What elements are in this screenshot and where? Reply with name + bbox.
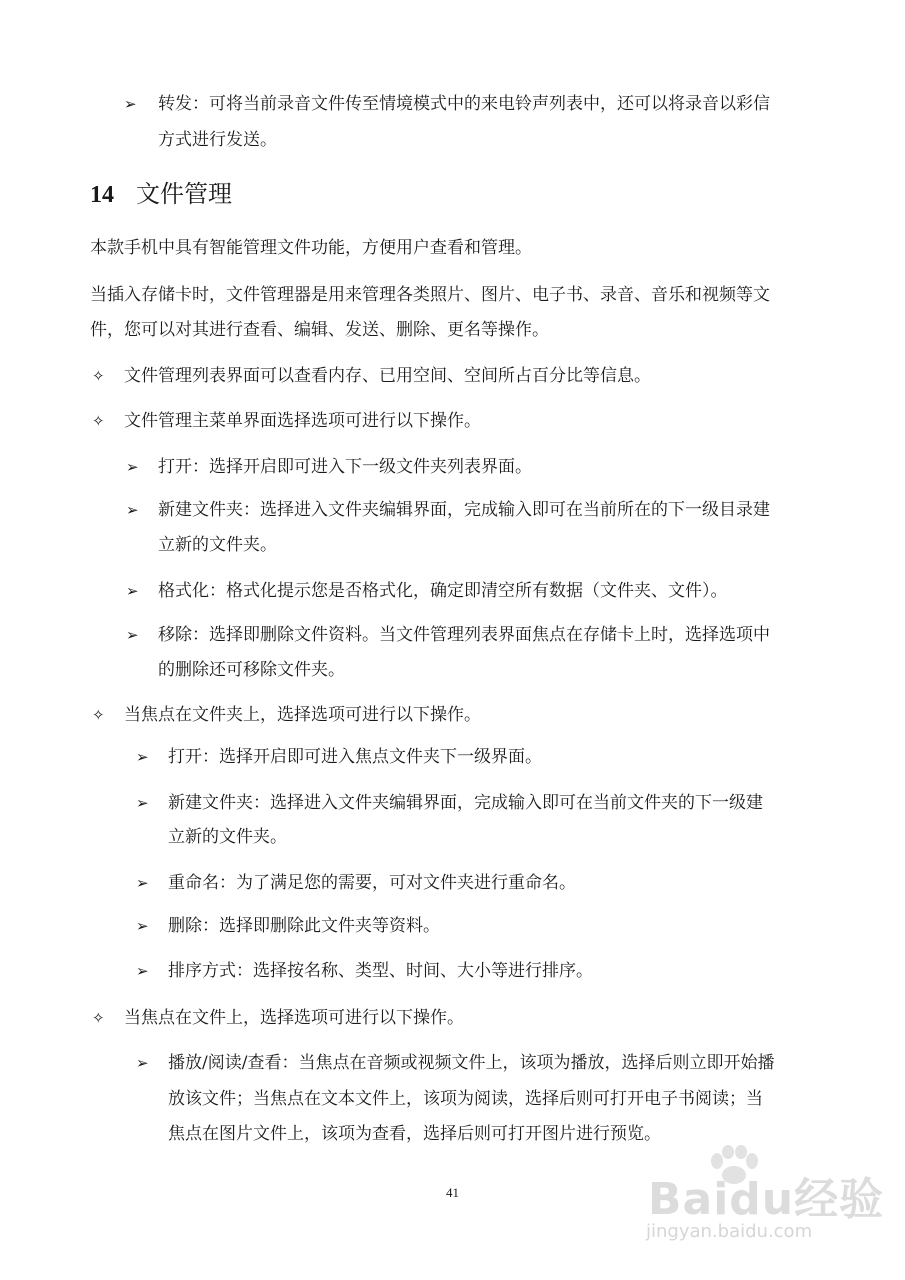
page-number: 41 bbox=[446, 1185, 459, 1200]
file-op-play-read-view-cont2: 焦点在图片文件上，该项为查看，选择后则可打开图片进行预览。 bbox=[168, 1124, 661, 1144]
baidu-watermark bbox=[640, 1145, 890, 1255]
diamond-bullet-icon: ✧ bbox=[92, 1009, 105, 1027]
folder-op-open: 打开：选择开启即可进入焦点文件夹下一级界面。 bbox=[168, 747, 542, 767]
arrow-bullet-icon: ➢ bbox=[126, 501, 139, 519]
list-item-file-ops: 当焦点在文件上，选择选项可进行以下操作。 bbox=[124, 1008, 464, 1028]
diamond-bullet-icon: ✧ bbox=[92, 412, 105, 430]
paragraph-storage-cont: 件，您可以对其进行查看、编辑、发送、删除、更名等操作。 bbox=[90, 320, 549, 340]
section-number: 14 bbox=[90, 182, 114, 208]
menu-op-remove: 移除：选择即删除文件资料。当文件管理列表界面焦点在存储卡上时，选择选项中 bbox=[158, 625, 770, 645]
watermark-url: jingyan.baidu.com bbox=[646, 1221, 813, 1242]
folder-op-new-folder: 新建文件夹：选择进入文件夹编辑界面，完成输入即可在当前文件夹的下一级建 bbox=[168, 793, 763, 813]
arrow-bullet-icon: ➢ bbox=[136, 748, 149, 766]
file-op-play-read-view: 播放/阅读/查看：当焦点在音频或视频文件上，该项为播放，选择后则立即开始播 bbox=[168, 1053, 775, 1073]
folder-op-new-folder-cont: 立新的文件夹。 bbox=[168, 827, 287, 847]
folder-op-rename: 重命名：为了满足您的需要，可对文件夹进行重命名。 bbox=[168, 873, 576, 893]
arrow-bullet-icon: ➢ bbox=[126, 458, 139, 476]
arrow-bullet-icon: ➢ bbox=[124, 95, 137, 113]
paragraph-storage: 当插入存储卡时，文件管理器是用来管理各类照片、图片、电子书、录音、音乐和视频等文 bbox=[90, 285, 770, 305]
arrow-bullet-icon: ➢ bbox=[136, 962, 149, 980]
intro-item-text: 转发：可将当前录音文件传至情境模式中的来电铃声列表中，还可以将录音以彩信 bbox=[158, 94, 770, 114]
intro-item-text-cont: 方式进行发送。 bbox=[158, 130, 277, 150]
section-title: 文件管理 bbox=[136, 180, 232, 208]
watermark-brand: Baidu经验 bbox=[648, 1174, 885, 1225]
list-item-folder-ops: 当焦点在文件夹上，选择选项可进行以下操作。 bbox=[124, 705, 481, 725]
diamond-bullet-icon: ✧ bbox=[92, 367, 105, 385]
arrow-bullet-icon: ➢ bbox=[126, 582, 139, 600]
arrow-bullet-icon: ➢ bbox=[136, 874, 149, 892]
menu-op-new-folder-cont: 立新的文件夹。 bbox=[158, 535, 277, 555]
file-op-play-read-view-cont1: 放该文件；当焦点在文本文件上，该项为阅读，选择后则可打开电子书阅读；当 bbox=[168, 1089, 763, 1109]
arrow-bullet-icon: ➢ bbox=[136, 917, 149, 935]
arrow-bullet-icon: ➢ bbox=[126, 626, 139, 644]
paragraph-intro: 本款手机中具有智能管理文件功能，方便用户查看和管理。 bbox=[90, 238, 532, 258]
list-item-info: 文件管理列表界面可以查看内存、已用空间、空间所占百分比等信息。 bbox=[124, 366, 651, 386]
menu-op-new-folder: 新建文件夹：选择进入文件夹编辑界面，完成输入即可在当前所在的下一级目录建 bbox=[158, 500, 770, 520]
folder-op-sort: 排序方式：选择按名称、类型、时间、大小等进行排序。 bbox=[168, 961, 593, 981]
diamond-bullet-icon: ✧ bbox=[92, 706, 105, 724]
section-heading bbox=[90, 178, 232, 211]
menu-op-remove-cont: 的删除还可移除文件夹。 bbox=[158, 660, 345, 680]
menu-op-open: 打开：选择开启即可进入下一级文件夹列表界面。 bbox=[158, 457, 532, 477]
list-item-menu-ops: 文件管理主菜单界面选择选项可进行以下操作。 bbox=[124, 411, 481, 431]
menu-op-format: 格式化：格式化提示您是否格式化，确定即清空所有数据（文件夹、文件）。 bbox=[158, 581, 728, 601]
arrow-bullet-icon: ➢ bbox=[136, 1054, 149, 1072]
folder-op-delete: 删除：选择即删除此文件夹等资料。 bbox=[168, 916, 440, 936]
arrow-bullet-icon: ➢ bbox=[136, 794, 149, 812]
